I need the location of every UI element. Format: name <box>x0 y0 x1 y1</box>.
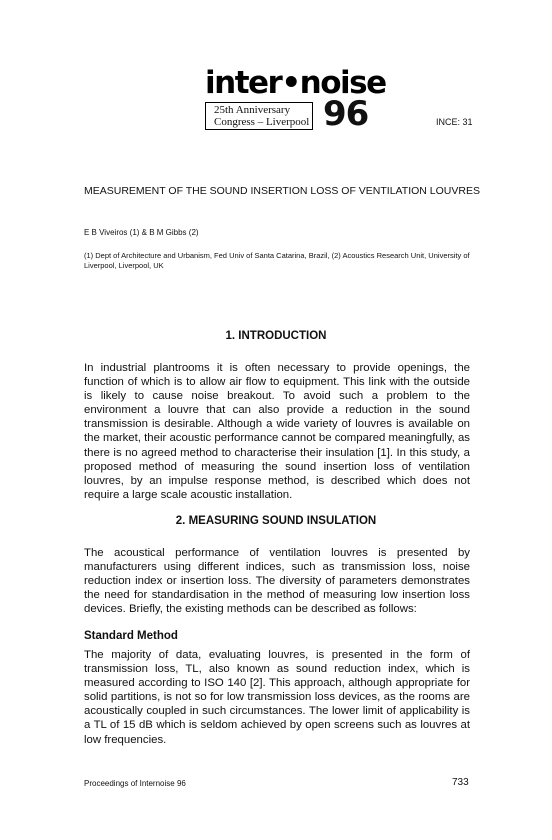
conference-logo-box <box>205 102 313 130</box>
subheading-standard-method: Standard Method <box>84 630 178 642</box>
paper-affiliation: (1) Dept of Architecture and Urbanism, Fed Univ of Santa Catarina, Brazil, (2) Acoustics Research Unit, University of Liverpool, Liverpool, UK <box>84 251 470 270</box>
standard-method-paragraph: The majority of data, evaluating louvres, is presented in the form of transmission loss, TL, also known as sound reduction index, which is measured according to ISO 140 [2]. This approach, although appropriate for solid partitions, is not so for low transmission loss devices, as the rooms are acoustically coupled in such circumstances. The lower limit of applicability is a TL of 15 dB which is seldom achieved by open screens such as louvres at low frequencies. <box>84 649 470 746</box>
paper-authors: E B Viveiros (1) & B M Gibbs (2) <box>84 228 199 237</box>
section-heading-introduction: 1. INTRODUCTION <box>225 330 327 342</box>
page-number: 733 <box>452 777 469 788</box>
measuring-paragraph: The acoustical performance of ventilation louvres is presented by manufacturers using different indices, such as transmission loss, noise reduction index or insertion loss. The diversity of parameters demonstrates the need for standardisation in the method of measuring low insertion loss devices. Briefly, the existing methods can be described as follows: <box>84 547 470 616</box>
footer-proceedings: Proceedings of Internoise 96 <box>84 779 186 788</box>
conference-logo-year: 96 <box>323 94 369 134</box>
ince-reference: INCE: 31 <box>436 117 473 127</box>
introduction-paragraph: In industrial plantrooms it is often necessary to provide openings, the function of which is to allow air flow to equipment. This link with the outside is likely to cause noise breakout. To avoid such a problem to the environment a louvre that can also provide a reduction in the sound transmission is desirable. Although a wide variety of louvres is available on the market, their acoustic performance cannot be compared meaningfully, as there is no agreed method to characterise their insulation [1]. In this study, a proposed method of measuring the sound insertion loss of ventilation louvres, by an impulse response method, is described which does not require a large scale acoustic installation. <box>84 362 471 501</box>
conference-logo-wordmark: inter•noise <box>205 65 386 101</box>
paper-title: MEASUREMENT OF THE SOUND INSERTION LOSS OF VENTILATION LOUVRES <box>84 185 480 197</box>
section-heading-measuring: 2. MEASURING SOUND INSULATION <box>175 515 377 527</box>
logo-anniversary-text: 25th Anniversary <box>214 104 291 116</box>
logo-location-text: Congress – Liverpool <box>214 116 310 128</box>
